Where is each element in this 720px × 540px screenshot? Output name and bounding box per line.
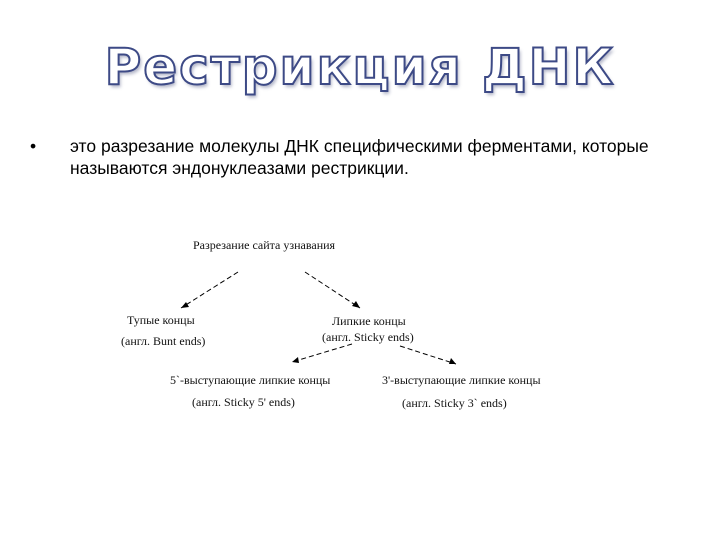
- connector-root-sticky: [305, 272, 360, 308]
- sticky3-label: 3'-выступающие липкие концы: [382, 373, 541, 387]
- connector-sticky-5: [292, 344, 352, 362]
- bullet-text: это разрезание молекулы ДНК специфическими ферментами, которые называются эндонуклеазами рестрикции.: [70, 136, 649, 178]
- sticky3-en-label: (англ. Sticky 3` ends): [402, 396, 507, 410]
- diagram-root-label: Разрезание сайта узнавания: [193, 238, 336, 252]
- connector-root-blunt: [181, 272, 238, 308]
- arrowhead-5: [292, 357, 299, 363]
- blunt-ends-en-label: (англ. Bunt ends): [121, 334, 206, 348]
- blunt-ends-label: Тупые концы: [127, 313, 195, 327]
- bullet-marker: •: [30, 136, 37, 156]
- arrowhead-3: [449, 358, 456, 364]
- arrowhead-sticky: [352, 301, 360, 308]
- sticky5-en-label: (англ. Sticky 5' ends): [192, 395, 295, 409]
- arrowhead-blunt: [181, 302, 189, 308]
- sticky-ends-en-label: (англ. Sticky ends): [322, 330, 414, 344]
- connector-sticky-3: [400, 346, 456, 364]
- slide-title: Рестрикция ДНК: [104, 38, 616, 96]
- sticky5-label: 5`-выступающие липкие концы: [170, 373, 331, 387]
- sticky-ends-label: Липкие концы: [332, 314, 406, 328]
